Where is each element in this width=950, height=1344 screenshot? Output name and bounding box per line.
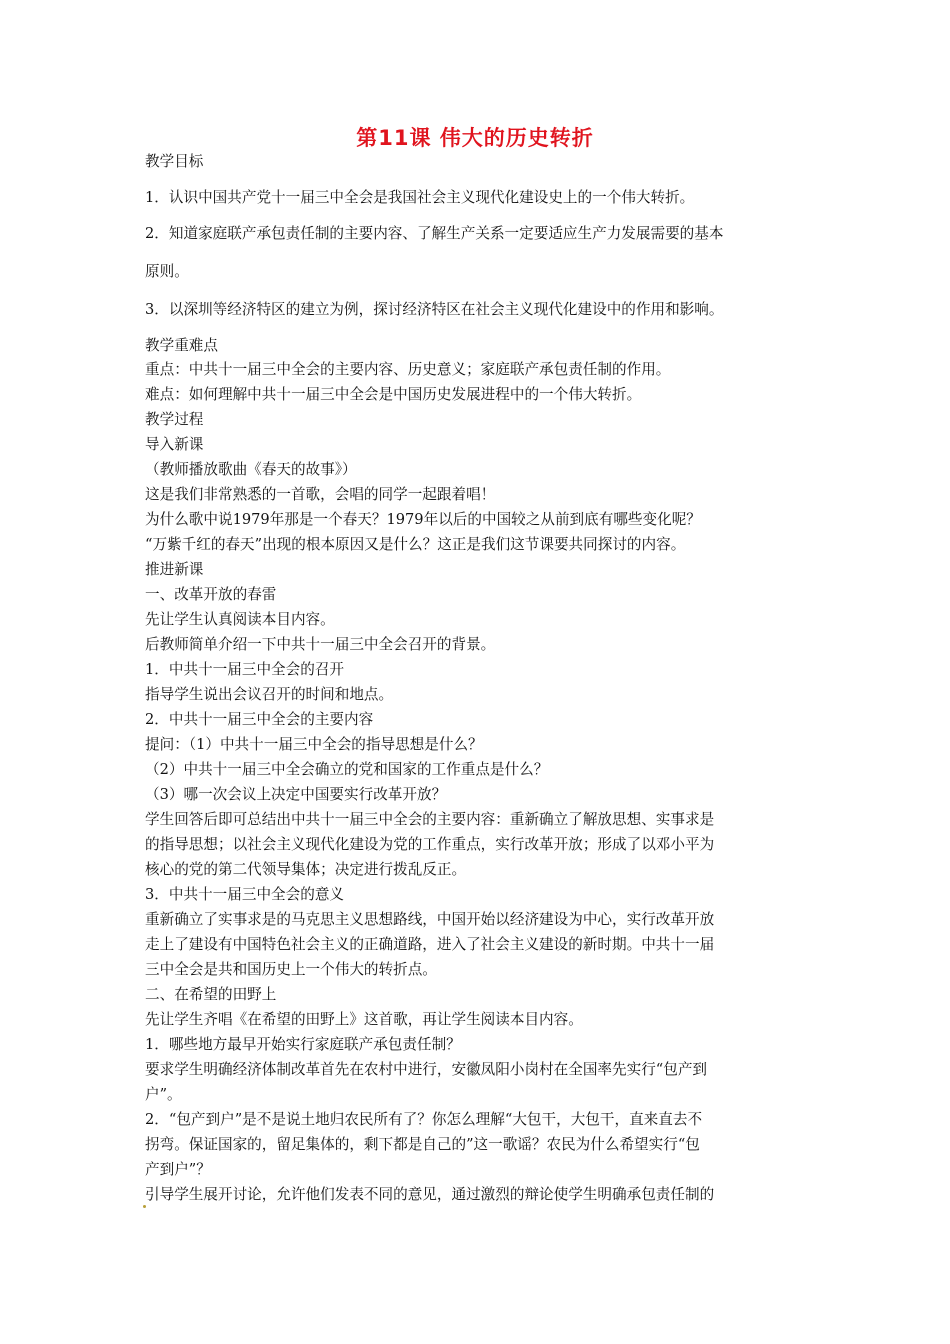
key-point: 重点：中共十一届三中全会的主要内容、历史意义；家庭联产承包责任制的作用。 bbox=[145, 361, 671, 378]
body-line: 拐弯。保证国家的，留足集体的，剩下都是自己的”这一歌谣？农民为什么希望实行“包 bbox=[145, 1136, 700, 1153]
body-line: 学生回答后即可总结出中共十一届三中全会的主要内容：重新确立了解放思想、实事求是 bbox=[145, 811, 715, 828]
body-line: 为什么歌中说1979年那是一个春天？1979年以后的中国较之从前到底有哪些变化呢？ bbox=[145, 511, 701, 528]
numbered-heading: 1．中共十一届三中全会的召开 bbox=[145, 661, 345, 678]
question-line: （3）哪一次会议上决定中国要实行改革开放？ bbox=[145, 786, 447, 803]
body-line: 走上了建设有中国特色社会主义的正确道路，进入了社会主义建设的新时期。中共十一届 bbox=[145, 936, 715, 953]
body-line: “万紫千红的春天”出现的根本原因又是什么？这正是我们这节课要共同探讨的内容。 bbox=[145, 536, 686, 553]
body-line: 的指导思想；以社会主义现代化建设为党的工作重点，实行改革开放；形成了以邓小平为 bbox=[145, 836, 715, 853]
subsection-heading: 推进新课 bbox=[145, 561, 204, 578]
body-line: 户”。 bbox=[145, 1086, 182, 1103]
objective-item-continued: 原则。 bbox=[145, 263, 189, 280]
body-line: 指导学生说出会议召开的时间和地点。 bbox=[145, 686, 394, 703]
numbered-heading: 1．哪些地方最早开始实行家庭联产承包责任制？ bbox=[145, 1036, 461, 1053]
body-line: 要求学生明确经济体制改革首先在农村中进行，安徽凤阳小岗村在全国率先实行“包产到 bbox=[145, 1061, 708, 1078]
margin-mark bbox=[143, 1205, 146, 1208]
question-line: （2）中共十一届三中全会确立的党和国家的工作重点是什么？ bbox=[145, 761, 549, 778]
section-heading: 教学目标 bbox=[145, 153, 204, 170]
difficult-point: 难点：如何理解中共十一届三中全会是中国历史发展进程中的一个伟大转折。 bbox=[145, 386, 642, 403]
part-heading: 二、在希望的田野上 bbox=[145, 986, 277, 1003]
part-heading: 一、改革开放的春雷 bbox=[145, 586, 277, 603]
body-line: （教师播放歌曲《春天的故事》） bbox=[145, 461, 357, 478]
body-line: 后教师简单介绍一下中共十一届三中全会召开的背景。 bbox=[145, 636, 496, 653]
body-line: 核心的党的第二代领导集体；决定进行拨乱反正。 bbox=[145, 861, 467, 878]
body-line: 引导学生展开讨论，允许他们发表不同的意见，通过激烈的辩论使学生明确承包责任制的 bbox=[145, 1186, 715, 1203]
body-line: 先让学生认真阅读本目内容。 bbox=[145, 611, 335, 628]
body-line: 产到户”？ bbox=[145, 1161, 211, 1178]
subsection-heading: 导入新课 bbox=[145, 436, 204, 453]
body-line: 这是我们非常熟悉的一首歌，会唱的同学一起跟着唱！ bbox=[145, 486, 496, 503]
numbered-heading: 2．中共十一届三中全会的主要内容 bbox=[145, 711, 374, 728]
objective-item: 3．以深圳等经济特区的建立为例，探讨经济特区在社会主义现代化建设中的作用和影响。 bbox=[145, 301, 724, 318]
section-heading: 教学过程 bbox=[145, 411, 204, 428]
numbered-heading: 3．中共十一届三中全会的意义 bbox=[145, 886, 345, 903]
body-line: 先让学生齐唱《在希望的田野上》这首歌，再让学生阅读本目内容。 bbox=[145, 1011, 583, 1028]
lesson-title: 第11课 伟大的历史转折 bbox=[356, 126, 594, 150]
section-heading: 教学重难点 bbox=[145, 337, 218, 354]
body-line: 重新确立了实事求是的马克思主义思想路线，中国开始以经济建设为中心，实行改革开放 bbox=[145, 911, 715, 928]
objective-item: 1．认识中国共产党十一届三中全会是我国社会主义现代化建设史上的一个伟大转折。 bbox=[145, 189, 695, 206]
question-line: 提问：（1）中共十一届三中全会的指导思想是什么？ bbox=[145, 736, 483, 753]
body-line: 三中全会是共和国历史上一个伟大的转折点。 bbox=[145, 961, 437, 978]
numbered-heading: 2．“包产到户”是不是说土地归农民所有了？你怎么理解“大包干，大包干，直来直去不 bbox=[145, 1111, 703, 1128]
objective-item: 2．知道家庭联产承包责任制的主要内容、了解生产关系一定要适应生产力发展需要的基本 bbox=[145, 225, 724, 242]
